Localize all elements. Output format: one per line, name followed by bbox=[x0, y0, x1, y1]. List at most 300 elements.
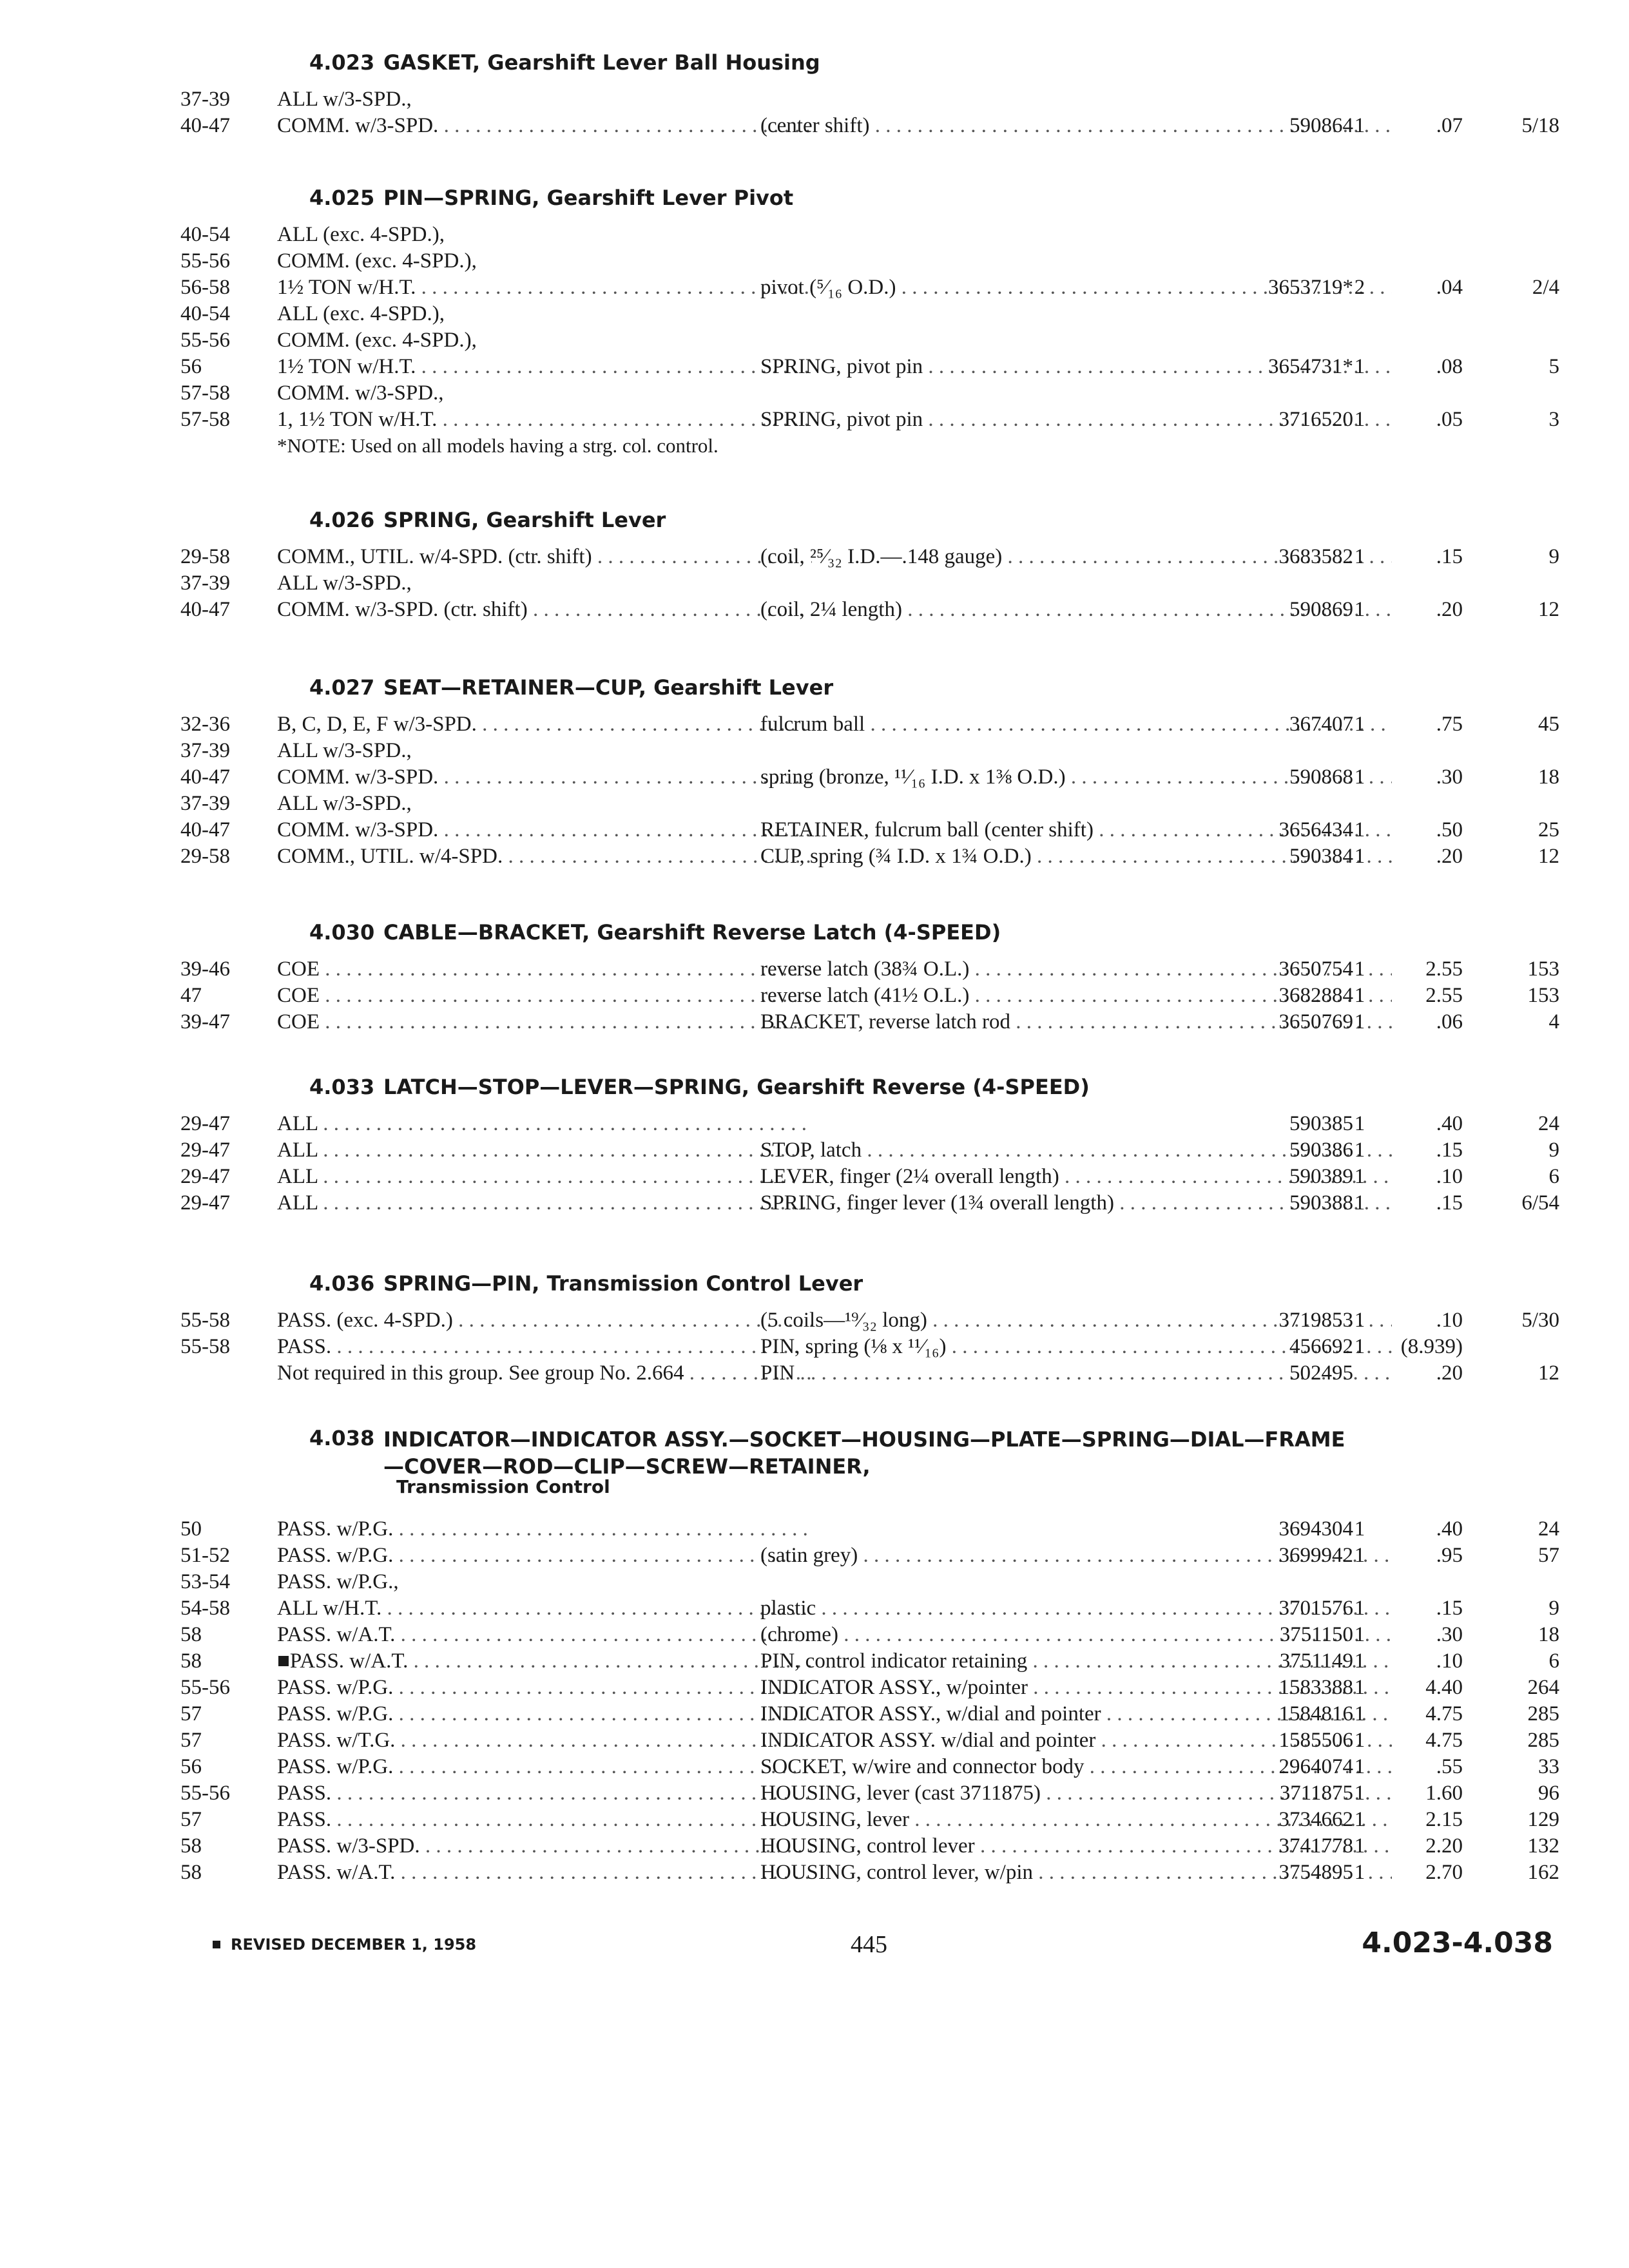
weight-code: 4 bbox=[1548, 1010, 1559, 1033]
model-desc: COMM., UTIL. w/4-SPD. (ctr. shift) . . . bbox=[277, 545, 812, 569]
section-number: 4.025 bbox=[309, 186, 375, 210]
model-desc: COMM. w/3-SPD. . . . bbox=[277, 818, 812, 842]
part-desc: STOP, latch . . . bbox=[760, 1139, 1392, 1162]
year-range: 29-58 bbox=[180, 845, 230, 868]
quantity: 1 bbox=[1354, 1309, 1365, 1332]
price: 4.40 bbox=[1425, 1676, 1463, 1699]
quantity: 1 bbox=[1354, 1649, 1365, 1673]
table-row bbox=[180, 1807, 1559, 1833]
year-range: 57 bbox=[180, 1808, 202, 1831]
section-title: GASKET, Gearshift Lever Ball Housing bbox=[383, 50, 820, 75]
part-number: 456692 bbox=[1289, 1335, 1353, 1358]
quantity: 1 bbox=[1354, 1139, 1365, 1162]
model-desc: COMM. w/3-SPD. . . . bbox=[277, 765, 812, 789]
table-row bbox=[180, 407, 1559, 433]
model-desc: PASS. (exc. 4-SPD.) . . . bbox=[277, 1309, 812, 1332]
part-number: 590869 bbox=[1289, 598, 1353, 621]
part-desc: CUP, spring (¾ I.D. x 1¾ O.D.) . . . bbox=[760, 845, 1392, 869]
section-note bbox=[180, 433, 1559, 461]
part-desc: HOUSING, lever . . . bbox=[760, 1808, 1392, 1832]
price: .06 bbox=[1436, 1010, 1463, 1033]
model-desc: PASS. w/A.T. . . . bbox=[277, 1861, 812, 1885]
model-desc: PASS. w/P.G. . . . bbox=[277, 1702, 812, 1726]
part-number: 3654731* bbox=[1268, 355, 1353, 378]
page-number: 445 bbox=[851, 1931, 887, 1958]
section-title: SEAT—RETAINER—CUP, Gearshift Lever bbox=[383, 675, 834, 700]
table-row bbox=[180, 1648, 1559, 1675]
weight-code: 129 bbox=[1527, 1808, 1559, 1831]
quantity: 1 bbox=[1354, 1834, 1365, 1858]
weight-code: 5/30 bbox=[1521, 1309, 1559, 1332]
section-title: PIN—SPRING, Gearshift Lever Pivot bbox=[383, 186, 794, 210]
year-range: 37-39 bbox=[180, 572, 230, 595]
part-number: 1583388 bbox=[1278, 1676, 1353, 1699]
part-number: 3754895 bbox=[1278, 1861, 1353, 1884]
table-row bbox=[180, 1595, 1559, 1622]
table-row bbox=[180, 354, 1559, 380]
weight-code: 9 bbox=[1548, 1139, 1559, 1162]
weight-code: 33 bbox=[1538, 1755, 1559, 1778]
year-range: 53-54 bbox=[180, 1570, 230, 1593]
parts-section bbox=[180, 1266, 1559, 1387]
part-desc: SPRING, pivot pin . . . bbox=[760, 408, 1392, 432]
section-heading bbox=[180, 1266, 1559, 1307]
part-desc: (coil, 2¼ length) . . . bbox=[760, 598, 1392, 622]
year-range: 56 bbox=[180, 355, 202, 378]
page-footer bbox=[213, 1927, 1553, 1972]
section-number: 4.038 bbox=[309, 1426, 375, 1450]
section-number: 4.036 bbox=[309, 1271, 375, 1296]
year-range: 56-58 bbox=[180, 276, 230, 299]
part-number: 3719853 bbox=[1278, 1309, 1353, 1332]
model-desc: 1, 1½ TON w/H.T. . . . bbox=[277, 408, 812, 432]
part-number: 590384 bbox=[1289, 845, 1353, 868]
model-desc: COMM. (exc. 4-SPD.), bbox=[277, 249, 477, 273]
section-number: 4.023 bbox=[309, 50, 375, 75]
table-row bbox=[180, 764, 1559, 791]
price: 2.55 bbox=[1425, 984, 1463, 1007]
weight-code: 6/54 bbox=[1521, 1191, 1559, 1215]
year-range: 32-36 bbox=[180, 713, 230, 736]
part-desc: reverse latch (41½ O.L.) . . . bbox=[760, 984, 1392, 1008]
part-number: 590389 bbox=[1289, 1165, 1353, 1188]
section-subtitle: Transmission Control bbox=[396, 1476, 610, 1497]
table-row bbox=[180, 956, 1559, 983]
model-desc: COMM. w/3-SPD. (ctr. shift) . . . bbox=[277, 598, 812, 622]
price: .55 bbox=[1436, 1755, 1463, 1778]
year-range: 58 bbox=[180, 1834, 202, 1858]
part-desc: (coil, ²⁵⁄₃₂ I.D.—.148 gauge) . . . bbox=[760, 545, 1392, 569]
parts-section bbox=[180, 1421, 1559, 1886]
table-row bbox=[180, 1307, 1559, 1334]
section-heading bbox=[180, 180, 1559, 222]
part-number: 3711875 bbox=[1279, 1782, 1353, 1805]
table-row bbox=[180, 1111, 1559, 1137]
quantity: 1 bbox=[1354, 845, 1365, 868]
price: .30 bbox=[1436, 1623, 1463, 1646]
year-range: 58 bbox=[180, 1649, 202, 1673]
table-row bbox=[180, 1727, 1559, 1754]
table-row bbox=[180, 1780, 1559, 1807]
year-range: 37-39 bbox=[180, 88, 230, 111]
model-desc: PASS. w/P.G., bbox=[277, 1570, 399, 1593]
weight-code: 3 bbox=[1548, 408, 1559, 431]
quantity: 1 bbox=[1354, 1112, 1365, 1135]
weight-code: 5 bbox=[1548, 355, 1559, 378]
table-row bbox=[180, 1334, 1559, 1360]
model-desc: PASS. w/P.G. . . . bbox=[277, 1544, 812, 1568]
year-range: 40-47 bbox=[180, 598, 230, 621]
price: 2.55 bbox=[1425, 957, 1463, 981]
table-row bbox=[180, 843, 1559, 870]
price: .15 bbox=[1436, 1597, 1463, 1620]
part-desc: (chrome) . . . bbox=[760, 1623, 1392, 1647]
table-row bbox=[180, 1675, 1559, 1701]
quantity: 1 bbox=[1354, 1782, 1365, 1805]
part-desc: INDICATOR ASSY., w/pointer . . . bbox=[760, 1676, 1392, 1700]
year-range: 50 bbox=[180, 1517, 202, 1541]
model-desc: ■PASS. w/A.T. . . . bbox=[277, 1649, 812, 1673]
price: .75 bbox=[1436, 713, 1463, 736]
section-number: 4.027 bbox=[309, 675, 375, 700]
weight-code: 162 bbox=[1527, 1861, 1559, 1884]
price: .30 bbox=[1436, 765, 1463, 789]
revision-note: REVISED DECEMBER 1, 1958 bbox=[213, 1936, 476, 1954]
section-heading bbox=[180, 45, 1559, 86]
section-number: 4.033 bbox=[309, 1075, 375, 1099]
section-title: CABLE—BRACKET, Gearshift Reverse Latch (4-SPEED) bbox=[383, 920, 1001, 945]
part-desc: LEVER, finger (2¼ overall length) . . . bbox=[760, 1165, 1392, 1189]
quantity: 1 bbox=[1354, 1676, 1365, 1699]
quantity: 1 bbox=[1354, 355, 1365, 378]
quantity: 1 bbox=[1354, 1623, 1365, 1646]
table-row bbox=[180, 1190, 1559, 1216]
part-desc: INDICATOR ASSY., w/dial and pointer . . . bbox=[760, 1702, 1392, 1726]
price: .15 bbox=[1436, 545, 1463, 568]
part-desc: HOUSING, lever (cast 3711875) . . . bbox=[760, 1782, 1392, 1805]
part-desc: PIN, control indicator retaining . . . bbox=[760, 1649, 1392, 1673]
year-range: 29-47 bbox=[180, 1112, 230, 1135]
part-number: 1585506 bbox=[1278, 1729, 1353, 1752]
model-desc: PASS. w/3-SPD. . . . bbox=[277, 1834, 812, 1858]
model-desc: ALL w/3-SPD., bbox=[277, 88, 412, 111]
model-desc: 1½ TON w/H.T. . . . bbox=[277, 276, 812, 300]
weight-code: 57 bbox=[1538, 1544, 1559, 1567]
year-range: 57 bbox=[180, 1729, 202, 1752]
part-desc: (satin grey) . . . bbox=[760, 1544, 1392, 1568]
parts-section bbox=[180, 1070, 1559, 1216]
part-desc: (center shift) . . . bbox=[760, 114, 1392, 138]
model-desc: B, C, D, E, F w/3-SPD. . . . bbox=[277, 713, 812, 736]
weight-code: 24 bbox=[1538, 1112, 1559, 1135]
part-number: 590868 bbox=[1289, 765, 1353, 789]
price: .20 bbox=[1436, 598, 1463, 621]
table-row bbox=[180, 711, 1559, 738]
section-title: SPRING—PIN, Transmission Control Lever bbox=[383, 1271, 863, 1296]
price: 4.75 bbox=[1425, 1702, 1463, 1725]
section-title: INDICATOR—INDICATOR ASSY.—SOCKET—HOUSING—PLATE—SPRING—DIAL—FRAME—COVER—ROD—CLIP—SCREW—RETAINER, bbox=[383, 1427, 1345, 1479]
model-desc: ALL . . . bbox=[277, 1112, 812, 1136]
year-range: 47 bbox=[180, 984, 202, 1007]
weight-code: 153 bbox=[1527, 984, 1559, 1007]
price: 1.60 bbox=[1425, 1782, 1463, 1805]
price: .10 bbox=[1436, 1165, 1463, 1188]
model-desc: ALL w/3-SPD., bbox=[277, 739, 412, 762]
table-row bbox=[180, 738, 1559, 764]
part-number: 3701576 bbox=[1278, 1597, 1353, 1620]
price: .04 bbox=[1436, 276, 1463, 299]
weight-code: 132 bbox=[1527, 1834, 1559, 1858]
table-row bbox=[180, 1516, 1559, 1542]
part-desc: SOCKET, w/wire and connector body . . . bbox=[760, 1755, 1392, 1779]
weight-code: 6 bbox=[1548, 1649, 1559, 1673]
table-row bbox=[180, 86, 1559, 113]
part-desc: RETAINER, fulcrum ball (center shift) . . . bbox=[760, 818, 1392, 842]
model-desc: PASS. w/T.G. . . . bbox=[277, 1729, 812, 1753]
year-range: 29-47 bbox=[180, 1191, 230, 1215]
weight-code: 9 bbox=[1548, 545, 1559, 568]
year-range: 40-47 bbox=[180, 818, 230, 841]
part-number: 3716520 bbox=[1278, 408, 1353, 431]
part-number: 590864 bbox=[1289, 114, 1353, 137]
part-desc: PIN . . . bbox=[760, 1361, 1392, 1385]
section-title: LATCH—STOP—LEVER—SPRING, Gearshift Reverse (4-SPEED) bbox=[383, 1075, 1090, 1099]
year-range: 29-58 bbox=[180, 545, 230, 568]
part-desc: reverse latch (38¾ O.L.) . . . bbox=[760, 957, 1392, 981]
part-number: 590386 bbox=[1289, 1139, 1353, 1162]
table-row bbox=[180, 1860, 1559, 1886]
quantity: 1 bbox=[1354, 1191, 1365, 1215]
weight-code: 285 bbox=[1527, 1729, 1559, 1752]
weight-code: 18 bbox=[1538, 1623, 1559, 1646]
model-desc: ALL w/H.T. . . . bbox=[277, 1597, 812, 1620]
price: .50 bbox=[1436, 818, 1463, 841]
parts-section bbox=[180, 915, 1559, 1035]
weight-code: 264 bbox=[1527, 1676, 1559, 1699]
quantity: 1 bbox=[1354, 1335, 1365, 1358]
year-range: 55-56 bbox=[180, 1676, 230, 1699]
price: .07 bbox=[1436, 114, 1463, 137]
section-heading bbox=[180, 1421, 1559, 1516]
quantity: 1 bbox=[1354, 984, 1365, 1007]
part-number: 3650754 bbox=[1278, 957, 1353, 981]
year-range: 40-54 bbox=[180, 302, 230, 325]
part-desc: HOUSING, control lever . . . bbox=[760, 1834, 1392, 1858]
section-heading bbox=[180, 1070, 1559, 1111]
part-number: 2964074 bbox=[1278, 1755, 1353, 1778]
quantity: 1 bbox=[1354, 598, 1365, 621]
model-desc: ALL w/3-SPD., bbox=[277, 572, 412, 595]
model-desc: Not required in this group. See group No. 2.664 . . . bbox=[277, 1361, 812, 1385]
weight-code: 12 bbox=[1538, 598, 1559, 621]
model-desc: ALL . . . bbox=[277, 1165, 812, 1189]
table-row bbox=[180, 1009, 1559, 1035]
part-number: 1584816 bbox=[1278, 1702, 1353, 1725]
year-range: 37-39 bbox=[180, 792, 230, 815]
price: .10 bbox=[1436, 1649, 1463, 1673]
table-row bbox=[180, 327, 1559, 354]
year-range: 37-39 bbox=[180, 739, 230, 762]
table-row bbox=[180, 113, 1559, 139]
table-row bbox=[180, 1569, 1559, 1595]
price: .95 bbox=[1436, 1544, 1463, 1567]
parts-section bbox=[180, 180, 1559, 461]
quantity: 1 bbox=[1354, 1517, 1365, 1541]
weight-code: 285 bbox=[1527, 1702, 1559, 1725]
price: 2.15 bbox=[1425, 1808, 1463, 1831]
section-title: SPRING, Gearshift Lever bbox=[383, 508, 666, 532]
quantity: 1 bbox=[1354, 1861, 1365, 1884]
year-range: 29-47 bbox=[180, 1165, 230, 1188]
table-row bbox=[180, 1542, 1559, 1569]
year-range: 54-58 bbox=[180, 1597, 230, 1620]
model-desc: COMM., UTIL. w/4-SPD. . . . bbox=[277, 845, 812, 869]
quantity: 1 bbox=[1354, 114, 1365, 137]
part-desc: fulcrum ball . . . bbox=[760, 713, 1392, 736]
weight-code: 5/18 bbox=[1521, 114, 1559, 137]
weight-code: 9 bbox=[1548, 1597, 1559, 1620]
part-desc: SPRING, finger lever (1¾ overall length) . . . bbox=[760, 1191, 1392, 1215]
weight-code: 24 bbox=[1538, 1517, 1559, 1541]
model-desc: ALL . . . bbox=[277, 1139, 812, 1162]
price: .15 bbox=[1436, 1139, 1463, 1162]
quantity: 1 bbox=[1354, 713, 1365, 736]
year-range: 39-46 bbox=[180, 957, 230, 981]
year-range: 55-58 bbox=[180, 1309, 230, 1332]
price: .05 bbox=[1436, 408, 1463, 431]
weight-code: 25 bbox=[1538, 818, 1559, 841]
table-row bbox=[180, 1137, 1559, 1164]
part-number: 3683582 bbox=[1278, 545, 1353, 568]
part-desc: SPRING, pivot pin . . . bbox=[760, 355, 1392, 379]
part-number: 3650769 bbox=[1278, 1010, 1353, 1033]
weight-code: 96 bbox=[1538, 1782, 1559, 1805]
year-range: 57 bbox=[180, 1702, 202, 1725]
price: 2.70 bbox=[1425, 1861, 1463, 1884]
model-desc: COMM. (exc. 4-SPD.), bbox=[277, 329, 477, 352]
section-number: 4.026 bbox=[309, 508, 375, 532]
quantity: 2 bbox=[1354, 276, 1365, 299]
year-range: 55-58 bbox=[180, 1335, 230, 1358]
table-row bbox=[180, 1701, 1559, 1727]
year-range: 29-47 bbox=[180, 1139, 230, 1162]
quantity: 1 bbox=[1354, 1597, 1365, 1620]
weight-code: 12 bbox=[1538, 845, 1559, 868]
section-range: 4.023-4.038 bbox=[1362, 1927, 1553, 1959]
quantity: 1 bbox=[1354, 1808, 1365, 1831]
quantity: 1 bbox=[1354, 1755, 1365, 1778]
year-range: 58 bbox=[180, 1623, 202, 1646]
year-range: 40-47 bbox=[180, 114, 230, 137]
part-desc: pivot (⁵⁄₁₆ O.D.) . . . bbox=[760, 276, 1392, 300]
table-row bbox=[180, 1360, 1559, 1387]
quantity: 1 bbox=[1354, 765, 1365, 789]
table-row bbox=[180, 1833, 1559, 1860]
weight-code: 12 bbox=[1538, 1361, 1559, 1385]
part-number: 502495 bbox=[1289, 1361, 1353, 1385]
part-desc: plastic . . . bbox=[760, 1597, 1392, 1620]
table-row bbox=[180, 1754, 1559, 1780]
year-range: 40-47 bbox=[180, 765, 230, 789]
part-number: 3694304 bbox=[1278, 1517, 1353, 1541]
price: .40 bbox=[1436, 1112, 1463, 1135]
quantity: 1 bbox=[1354, 408, 1365, 431]
year-range: 56 bbox=[180, 1755, 202, 1778]
part-desc: INDICATOR ASSY. w/dial and pointer . . . bbox=[760, 1729, 1392, 1753]
year-range: 55-56 bbox=[180, 249, 230, 273]
part-number: 3699942 bbox=[1278, 1544, 1353, 1567]
model-desc: ALL . . . bbox=[277, 1191, 812, 1215]
year-range: 39-47 bbox=[180, 1010, 230, 1033]
price: (8.939) bbox=[1400, 1335, 1463, 1358]
model-desc: ALL (exc. 4-SPD.), bbox=[277, 302, 445, 325]
part-desc: BRACKET, reverse latch rod . . . bbox=[760, 1010, 1392, 1034]
price: .15 bbox=[1436, 1191, 1463, 1215]
table-row bbox=[180, 301, 1559, 327]
quantity: 1 bbox=[1354, 957, 1365, 981]
part-number: 3734662 bbox=[1278, 1808, 1353, 1831]
table-row bbox=[180, 597, 1559, 623]
table-row bbox=[180, 222, 1559, 248]
model-desc: COE . . . bbox=[277, 957, 812, 981]
price: 4.75 bbox=[1425, 1729, 1463, 1752]
model-desc: ALL (exc. 4-SPD.), bbox=[277, 223, 445, 246]
year-range: 58 bbox=[180, 1861, 202, 1884]
price: .08 bbox=[1436, 355, 1463, 378]
table-row bbox=[180, 817, 1559, 843]
year-range: 55-56 bbox=[180, 1782, 230, 1805]
weight-code: 153 bbox=[1527, 957, 1559, 981]
table-row bbox=[180, 1164, 1559, 1190]
quantity: 1 bbox=[1354, 545, 1365, 568]
note-text: *NOTE: Used on all models having a strg. col. control. bbox=[277, 434, 718, 457]
model-desc: PASS. . . . bbox=[277, 1782, 812, 1805]
table-row bbox=[180, 791, 1559, 817]
part-number: 590388 bbox=[1289, 1191, 1353, 1215]
model-desc: COMM. w/3-SPD., bbox=[277, 381, 444, 405]
weight-code: 6 bbox=[1548, 1165, 1559, 1188]
price: .20 bbox=[1436, 845, 1463, 868]
table-row bbox=[180, 570, 1559, 597]
table-row bbox=[180, 983, 1559, 1009]
model-desc: PASS. . . . bbox=[277, 1335, 812, 1359]
model-desc: COMM. w/3-SPD. . . . bbox=[277, 114, 812, 138]
part-desc: PIN, spring (⅛ x ¹¹⁄₁₆) . . . bbox=[760, 1335, 1392, 1359]
model-desc: PASS. w/P.G. . . . bbox=[277, 1676, 812, 1700]
table-row bbox=[180, 1622, 1559, 1648]
model-desc: PASS. w/P.G. . . . bbox=[277, 1517, 812, 1541]
section-heading bbox=[180, 915, 1559, 956]
model-desc: ALL w/3-SPD., bbox=[277, 792, 412, 815]
model-desc: COE . . . bbox=[277, 1010, 812, 1034]
quantity: 1 bbox=[1354, 1010, 1365, 1033]
table-row bbox=[180, 274, 1559, 301]
price: 2.20 bbox=[1425, 1834, 1463, 1858]
part-number: 367407 bbox=[1289, 713, 1353, 736]
model-desc: PASS. . . . bbox=[277, 1808, 812, 1832]
model-desc: 1½ TON w/H.T. . . . bbox=[277, 355, 812, 379]
part-number: 3751150 bbox=[1279, 1623, 1353, 1646]
quantity: 1 bbox=[1354, 1729, 1365, 1752]
model-desc: COE . . . bbox=[277, 984, 812, 1008]
year-range: 57-58 bbox=[180, 381, 230, 405]
part-number: 3653719* bbox=[1268, 276, 1353, 299]
section-number: 4.030 bbox=[309, 920, 375, 945]
weight-code: 45 bbox=[1538, 713, 1559, 736]
model-desc: PASS. w/P.G. . . . bbox=[277, 1755, 812, 1779]
section-heading bbox=[180, 503, 1559, 544]
part-desc: HOUSING, control lever, w/pin . . . bbox=[760, 1861, 1392, 1885]
